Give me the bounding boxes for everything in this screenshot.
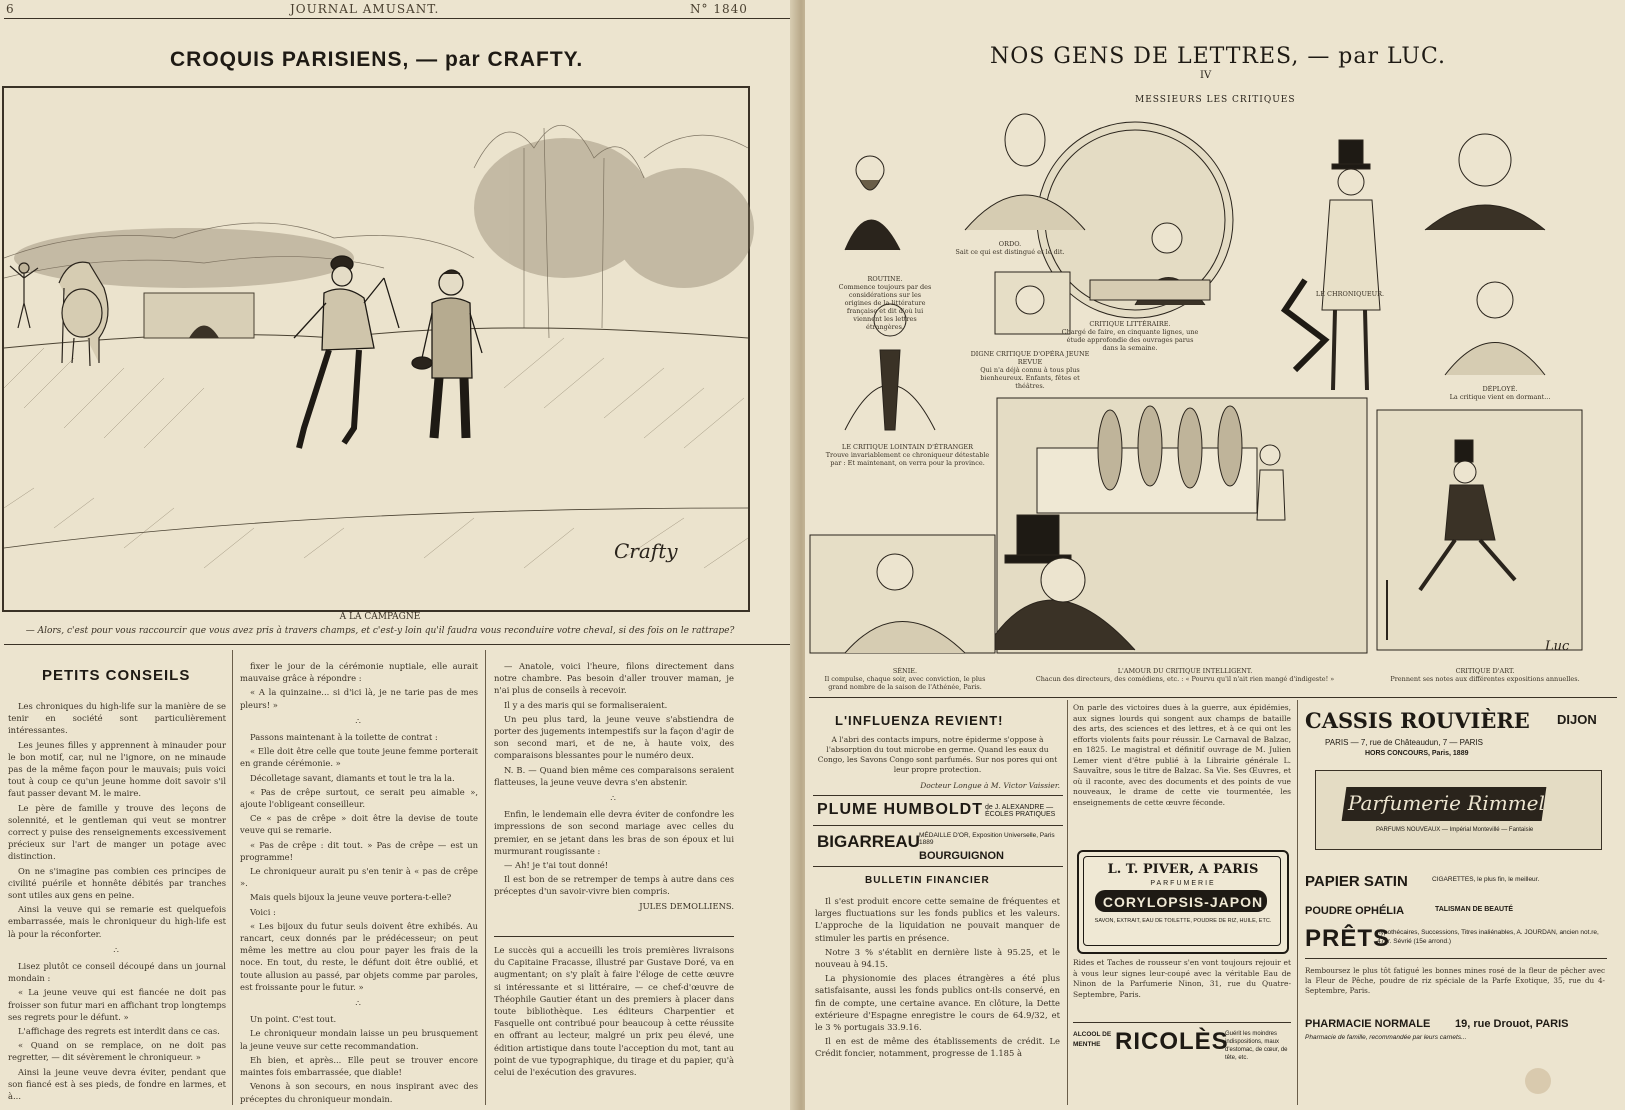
col1-paragraph: Les jeunes filles y apprennent à minauder pour le bon motif, car, nul ne l'ignore, on ne minaude pas de la même façon pour le mauvais; puis voici tout à coup ce qu'un jeune homme doit savoir s'il faut passer devant M. le maire. (8, 739, 226, 799)
col2-paragraph: « Les bijoux du futur seuls doivent être exhibés. Au rancart, ceux donnés par le prédécesseur; on peut même les mettre au clou pour payer les frais de la noce. En tout, du reste, le défunt doit être oublié, et toute allusion au passé, par objets comme par paroles, est froissante pour le futur. » (240, 920, 478, 992)
ad-bigarreau: BIGARREAU (817, 832, 920, 851)
ad-plume-humboldt: PLUME HUMBOLDT (817, 801, 983, 818)
col2-paragraph: Décolletage savant, diamants et tout le tra la la. (250, 772, 455, 783)
col3-paragraph: Il y a des maris qui se formaliseraient. (504, 699, 668, 710)
left-page (0, 0, 797, 1110)
caption-critique-litteraire: CRITIQUE LITTÉRAIRE. Chargé de faire, en cinquante lignes, une étude approfondie des ouvrages parus dans la semaine. (1061, 320, 1199, 352)
caption-deploye: DÉPLOYÉ. La critique vient en dormant... (1449, 385, 1551, 401)
ad-eau-de-ninon: Rides et Taches de rousseur s'en vont toujours rejouir et à vous leur signes leur-coupé avec la véritable Eau de Ninon de la Parfumerie Ninon, 31, rue du Quatre-Septembre, Paris. (1073, 958, 1291, 999)
article-column-2 (240, 660, 478, 1105)
ads-rule (809, 697, 1617, 698)
caption-senie: SÉNIE. Il compulse, chaque soir, avec conviction, le plus grand nombre de la saison de l'Athénée, Paris. (824, 667, 986, 691)
ad-plume-detail: de J. ALEXANDRE — ÉCOLES PRATIQUES (985, 804, 1056, 818)
header-rule (4, 18, 792, 19)
caption-amour-critique: L'AMOUR DU CRITIQUE INTELLIGENT. Chacun des directeurs, des comédiens, etc. : « Pourvu qu'il n'ait rien mangé d'indigeste! » (1035, 667, 1335, 683)
caption-ordo: ORDO. Sait ce qui est distingué et le dit. (955, 240, 1065, 256)
col3-paragraph: ∴ (610, 793, 618, 804)
col2-paragraph: Le chroniqueur aurait pu s'en tenir à « pas de crêpe ». (240, 866, 478, 889)
article-column-1 (8, 700, 226, 1105)
ad-ricoles: RICOLÈS (1115, 1028, 1229, 1055)
bulletin-paragraph: Il s'est produit encore cette semaine de fréquentes et larges fluctuations sur les fonds publics et les valeurs. L'approche de la liquidation ne pouvait manquer de stimuler les partis en présence. (815, 896, 1060, 943)
col2-paragraph: Voici : (250, 906, 276, 917)
part-number: IV (1200, 70, 1212, 81)
ad-column-rule-2 (1297, 700, 1298, 1105)
bulletin-paragraph: Notre 3 % s'établit en dernière liste à 95.25, et le nouveau à 94.15. (815, 946, 1060, 970)
caption-critique-opera: DIGNE CRITIQUE D'OPÉRA JEUNE REVUE Qui n'a déjà connu à tous plus bienheureux. Enfants, fêtes et théâtres. (970, 350, 1090, 390)
col1-paragraph: On ne s'imagine pas combien ces principes de civilité puérile et honnête débités par tranches sont utiles aux gens en peine. (8, 865, 226, 901)
bulletin-title: BULLETIN FINANCIER (865, 875, 990, 886)
prets-detail: hypothécaires, Successions, Titres inaliénables, A. JOURDAN, ancien not.re, 47, r. Sévrié (15e arrond.) (1377, 929, 1599, 945)
col2-paragraph: Le chroniqueur mondain laisse un peu brusquement la jeune veuve sur cette recommandation. (240, 1028, 478, 1051)
cassis-address: PARIS — 7, rue de Châteaudun, 7 — PARIS (1325, 738, 1484, 747)
col2-paragraph: Passons maintenant à la toilette de contrat : (250, 732, 438, 743)
balzac-notice: On parle des victoires dues à la guerre, aux épidémies, aux signes lourds qui songent aux champs de bataille des arts, des sciences et des lettres, et à ce qui ont les efforts violents faits pour réussir. Le Carnaval de Balzac, en 1825. Le magistral et définitif ouvrage de M. Julien Lemer vient d'être publié à la Librairie générale L. Sauvaître, sous le titre de Balzac. Sa Vie. Ses Œuvres, et où il raconte, avec des documents et des points de vue nouveaux, le drame de cette vie tourmentée, les enseignements de cette œuvre féconde. (1073, 703, 1291, 807)
right-page (805, 0, 1625, 1110)
col2-paragraph: Venons à son secours, en nous inspirant avec des préceptes du chroniqueur mondain. (240, 1081, 478, 1104)
ad-prets: PRÊTS (1305, 925, 1391, 952)
article-column-3 (494, 660, 734, 911)
divider (813, 795, 1063, 796)
col2-paragraph: « Elle doit être celle que toute jeune femme porterait en grande cérémonie. » (240, 746, 478, 769)
ricoles-pre: ALCOOL DE MENTHE (1073, 1031, 1112, 1048)
section-title: PETITS CONSEILS (42, 667, 191, 684)
bulletin-financier-text (815, 895, 1060, 1105)
divider (813, 825, 1063, 826)
ad-bourguignon: BOURGUIGNON (919, 850, 1004, 862)
col3-paragraph: Un peu plus tard, la jeune veuve s'abstiendra de porter des jugements intempestifs sur la façon d'agir de son second mari, et de ne, à haute voix, des comparaisons blessantes pour le numéro deux. (494, 713, 734, 761)
capitaine-fracasse-notice: Le succès qui a accueilli les trois premières livraisons du Capitaine Fracasse, illustré par Gustave Doré, va en augmentant; on s'y plaît à faire l'éloge de cette œuvre si intéressante et si littéraire, — ce chef-d'œuvre de Théophile Gautier étant un des premiers à placer dans toute bibliothèque. Les éditeurs Charpentier et Fasquelle ont contribué pour beaucoup à cette réussite en offrant au lecteur, malgré un prix peu élevé, une édition artistique dans toute l'acception du mot, tant au point de vue typographique, du tirage et du papier, qu'à celui de l'exécution des gravures. (494, 945, 734, 1078)
ad-poudre-ophelia: POUDRE OPHÉLIA (1305, 905, 1405, 917)
caption-routine: ROUTINE. Commence toujours par des considérations sur les origines de la littérature française et dit d'où lui viennent les lettres étrangères. (838, 275, 932, 331)
col1-paragraph: « Quand on se remplace, on ne doit pas regretter, — dit sévèrement le chroniqueur. » (8, 1040, 226, 1063)
ad-pharmacie-normale: PHARMACIE NORMALE (1305, 1018, 1431, 1030)
column-rule-1 (232, 650, 233, 1105)
ad-column-rule-1 (1067, 700, 1068, 1105)
paper-stain (1525, 1068, 1551, 1094)
col3-paragraph: Il est bon de se retremper de temps à autre dans ces préceptes d'un savoir-vivre bien compris. (494, 874, 734, 897)
caption-title: A LA CAMPAGNE (339, 612, 421, 622)
ricoles-text: Guérit les moindres indispositions, maux d'estomac, de cœur, de tête, etc. (1225, 1031, 1288, 1061)
folio: 6 (6, 2, 15, 16)
col2-paragraph: « A la quinzaine... si d'ici là, je ne tarie pas de mes pleurs! » (240, 687, 478, 710)
col1-paragraph: Ainsi la jeune veuve devra éviter, pendant que son fiancé est à ses pieds, de fondre en larmes, et à... (8, 1066, 226, 1102)
piver-corylopsis: CORYLOPSIS-JAPON (1102, 894, 1264, 910)
illustration-a-la-campagne (2, 86, 750, 612)
ad-bigarreau-detail: MÉDAILLE D'OR, Exposition Universelle, Paris 1889 (919, 832, 1055, 846)
piver-parfumerie: PARFUMERIE (1150, 880, 1216, 887)
poudre-ophelia-detail: TALISMAN DE BEAUTÉ (1435, 906, 1514, 913)
column-rule-2 (485, 650, 486, 1105)
col3-paragraph: — Ah! je t'ai tout donné! (504, 860, 609, 871)
caption-text: — Alors, c'est pour vous raccourcir que vous avez pris à travers champs, et c'est-y loin qu'il faudra vous reconduire votre cheval, si des fois on le rattrape? (25, 626, 735, 636)
col1-paragraph: Le père de famille y trouve des leçons de solennité, et le gentleman qui veut se montrer correct y puise des renseignements excessivement précieux sur l'art de manger un potage avec distinction. (8, 802, 226, 862)
pharmacie-detail: Pharmacie de famille, recommandée par leurs carnets... (1305, 1034, 1467, 1041)
col1-paragraph: « La jeune veuve qui est fiancée ne doit pas froisser son futur mari en affichant trop longtemps ses regrets pour le défunt. » (8, 987, 226, 1022)
col3-paragraph: — Anatole, voici l'heure, filons directement dans notre chambre. Pas besoin d'aller trouver maman, je n'ai plus de conseils à recevoir. (494, 661, 734, 696)
ad-fleur-de-peche: Remboursez le plus tôt fatigué les bonnes mines rosé de la fleur de pêcher avec la Fleur de Pêche, poudre de riz spéciale de la Parfe Exotique, 35, rue du 4-Septembre, Paris. (1305, 966, 1605, 995)
ad-piver-box (1077, 850, 1289, 954)
ad-rimmel-box (1315, 770, 1602, 850)
ad-cassis-rouviere: CASSIS ROUVIÈRE (1305, 708, 1530, 733)
influenza-text: A l'abri des contacts impurs, notre épiderme s'oppose à l'absorption du tout microbe en germe. Quand les eaux du Congo, les Savons Congo sont parfumés. Sur nos pores qui ont leur propre protection. (817, 735, 1058, 774)
pharmacie-address: 19, rue Drouot, PARIS (1455, 1018, 1569, 1030)
part-subtitle: MESSIEURS LES CRITIQUES (1135, 95, 1296, 105)
rimmel-brand: Parfumerie Rimmel (1348, 791, 1545, 815)
piver-products: SAVON, EXTRAIT, EAU DE TOILETTE, POUDRE DE RIZ, HUILE, ETC. (1094, 918, 1272, 924)
luc-signature: Luc (1545, 639, 1570, 654)
crafty-signature: Crafty (614, 539, 678, 563)
influenza-signed: Docteur Longue à M. Victor Vaissier. (920, 781, 1060, 790)
papier-satin-detail: CIGARETTES, le plus fin, le meilleur. (1432, 876, 1540, 883)
col1-paragraph: L'affichage des regrets est interdit dans ce cas. (18, 1026, 220, 1037)
col1-paragraph: Lisez plutôt ce conseil découpé dans un journal mondain : (8, 961, 226, 984)
col1-paragraph: Les chroniques du high-life sur la manière de se tenir en société sont particulièrement intéressantes. (8, 701, 226, 736)
col3-paragraph: JULES DEMOLLIENS. (639, 900, 734, 911)
col1-paragraph: Ainsi la veuve qui se remarie est quelquefois embarrassée, mais le chroniqueur du high-life est là pour la réconforter. (8, 904, 226, 939)
col1-paragraph: ∴ (113, 944, 121, 955)
divider (1305, 958, 1607, 959)
col3-paragraph: Enfin, le lendemain elle devra éviter de confondre les impressions de son second mariage avec celles du premier, en se jetant dans les bras de son époux et lui murmurant rougissante : (494, 809, 734, 856)
running-head: JOURNAL AMUSANT. (290, 2, 440, 16)
caption-rule (4, 644, 792, 645)
col2-paragraph: « Pas de crêpe surtout, ce serait peu aimable », ajoute l'obligeant conseilleur. (240, 786, 478, 810)
piver-name: L. T. PIVER, A PARIS (1107, 862, 1259, 877)
col2-paragraph: Mais quels bijoux la jeune veuve portera-t-elle? (250, 892, 452, 903)
caption-critique-lointain: LE CRITIQUE LOINTAIN D'ÉTRANGER Trouve invariablement ce chroniqueur détestable par : Et maintenant, on verra pour la province. (825, 443, 990, 467)
divider (813, 866, 1063, 867)
col3-paragraph: N. B. — Quand bien même ces comparaisons seraient flatteuses, la jeune veuve devra s'en abstenir. (494, 764, 734, 787)
col2-paragraph: Eh bien, et après... Elle peut se trouver encore maintes fois embarrassée, que diable! (240, 1054, 478, 1078)
col2-paragraph: ∴ (355, 998, 363, 1009)
col2-paragraph: Ce « pas de crêpe » doit être la devise de toute veuve qui se remarie. (240, 813, 478, 836)
ad-papier-satin: PAPIER SATIN (1305, 873, 1408, 890)
influenza-title: L'INFLUENZA REVIENT! (835, 713, 1004, 728)
col2-paragraph: Un point. C'est tout. (250, 1014, 337, 1025)
page-title-right: NOS GENS DE LETTRES, — par LUC. (990, 44, 1447, 69)
col2-paragraph: ∴ (355, 715, 363, 726)
caption-chroniqueur: LE CHRONIQUEUR. (1315, 290, 1385, 298)
countryside-sketch (4, 88, 748, 610)
issue-number: N° 1840 (690, 2, 748, 16)
cassis-note: HORS CONCOURS, Paris, 1889 (1365, 750, 1469, 757)
divider (1073, 1022, 1291, 1023)
page-title: CROQUIS PARISIENS, — par CRAFTY. (170, 48, 584, 71)
caption-critique-art: CRITIQUE D'ART. Prennent ses notes aux différentes expositions annuelles. (1390, 667, 1580, 683)
col2-paragraph: « Pas de crêpe : dit tout. » Pas de crêpe — est un programme! (240, 839, 478, 862)
bulletin-paragraph: La physionomie des places étrangères a été plus satisfaisante, aussi les fonds publics ont-ils conservé, en fin de compte, une certaine avance. En clôture, la Dette extérieure d'Espagne enregistre le cours de 64.9/32, et le 3 % portugais 33.9.16. (815, 973, 1060, 1033)
rimmel-sub: PARFUMS NOUVEAUX — Impérial Montevillé — Fantaisie (1376, 827, 1534, 833)
col2-paragraph: fixer le jour de la cérémonie nuptiale, elle aurait mauvaise grâce à répondre : (240, 661, 478, 684)
bulletin-paragraph: Il en est de même des établissements de crédit. Le Crédit foncier, notamment, progresse de 1.185 à (815, 1036, 1060, 1059)
notice-rule (494, 936, 734, 937)
cassis-city: DIJON (1557, 712, 1597, 727)
